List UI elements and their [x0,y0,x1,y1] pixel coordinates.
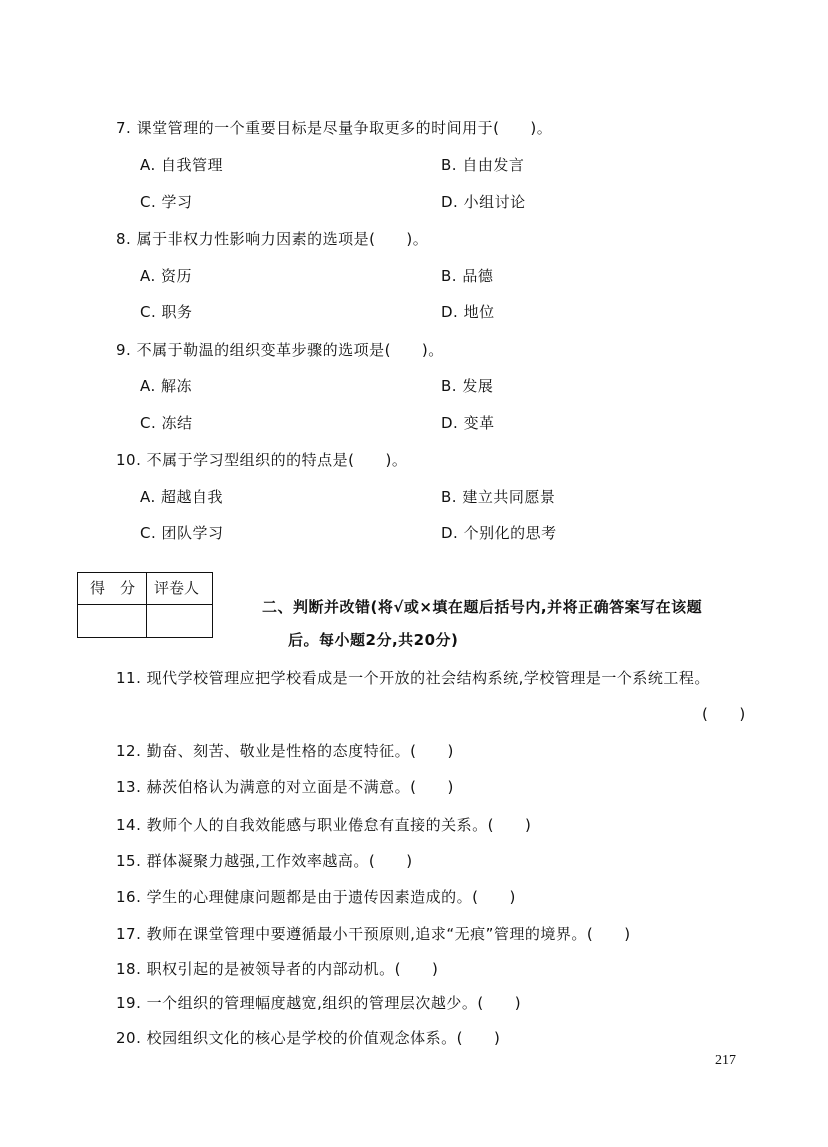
question-8-option-c: C. 职务 [140,303,193,321]
score-box [77,572,213,638]
section2-heading-line1: 二、判断并改错(将√或×填在题后括号内,并将正确答案写在该题 [262,598,703,616]
judge-item-18: 18. 职权引起的是被领导者的内部动机。( ) [116,960,439,978]
judge-item-17: 17. 教师在课堂管理中要遵循最小干预原则,追求“无痕”管理的境界。( ) [116,925,631,943]
question-8-option-a: A. 资历 [140,267,193,285]
judge-item-11-bracket: ( ) [702,705,746,723]
grader-label: 评卷人 [154,579,200,597]
judge-item-12: 12. 勤奋、刻苦、敬业是性格的态度特征。( ) [116,742,454,760]
judge-item-15: 15. 群体凝聚力越强,工作效率越高。( ) [116,852,413,870]
score-box-divider-vertical [146,573,147,637]
question-7-option-a: A. 自我管理 [140,156,224,174]
page-number: 217 [715,1053,736,1068]
question-10-stem: 10. 不属于学习型组织的的特点是( )。 [116,451,408,469]
question-9-option-a: A. 解冻 [140,377,193,395]
question-10-option-d: D. 个别化的思考 [441,524,557,542]
question-8-option-d: D. 地位 [441,303,495,321]
judge-item-14: 14. 教师个人的自我效能感与职业倦怠有直接的关系。( ) [116,816,532,834]
score-box-divider-horizontal [78,604,212,605]
judge-item-19: 19. 一个组织的管理幅度越宽,组织的管理层次越少。( ) [116,994,522,1012]
question-9-stem: 9. 不属于勒温的组织变革步骤的选项是( )。 [116,341,444,359]
question-9-option-b: B. 发展 [441,377,494,395]
score-label: 得 分 [90,579,136,597]
question-10-option-a: A. 超越自我 [140,488,224,506]
section2-heading-line2: 后。每小题2分,共20分) [288,631,459,649]
question-7-option-d: D. 小组讨论 [441,193,526,211]
question-10-option-c: C. 团队学习 [140,524,224,542]
judge-item-16: 16. 学生的心理健康问题都是由于遗传因素造成的。( ) [116,888,516,906]
judge-item-13: 13. 赫茨伯格认为满意的对立面是不满意。( ) [116,778,454,796]
question-7-option-b: B. 自由发言 [441,156,525,174]
question-10-option-b: B. 建立共同愿景 [441,488,556,506]
question-8-option-b: B. 品德 [441,267,494,285]
judge-item-11: 11. 现代学校管理应把学校看成是一个开放的社会结构系统,学校管理是一个系统工程。 [116,669,710,687]
question-9-option-c: C. 冻结 [140,414,193,432]
question-8-stem: 8. 属于非权力性影响力因素的选项是( )。 [116,230,429,248]
question-7-stem: 7. 课堂管理的一个重要目标是尽量争取更多的时间用于( )。 [116,119,553,137]
question-7-option-c: C. 学习 [140,193,193,211]
question-9-option-d: D. 变革 [441,414,495,432]
judge-item-20: 20. 校园组织文化的核心是学校的价值观念体系。( ) [116,1029,501,1047]
